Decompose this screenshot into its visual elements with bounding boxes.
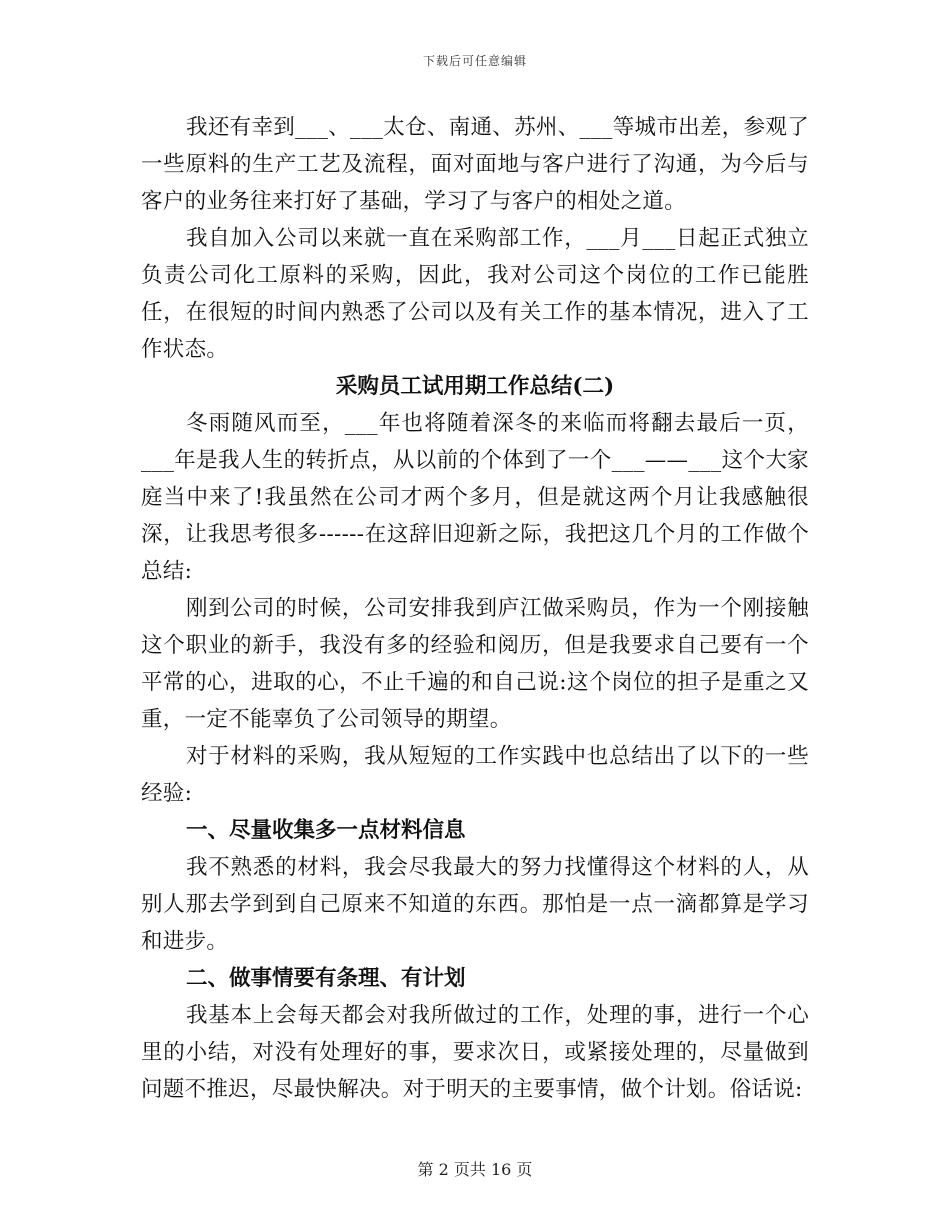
subheading-collect-info: 一、尽量收集多一点材料信息 — [186, 818, 466, 843]
paragraph-organized: 我基本上会每天都会对我所做过的工作，处理的事，进行一个心里的小结，对没有处理好的事，要求次日，或紧接处理的，尽量做到问题不推迟，尽最快解决。对于明天的主要事情，做个计划。俗话说: — [141, 1003, 809, 1102]
page-number: 第 2 页共 16 页 — [417, 1160, 533, 1179]
paragraph-collect-info: 我不熟悉的材料，我会尽我最大的努力找懂得这个材料的人，从别人那去学到到自己原来不知道的东西。那怕是一点一滴都算是学习和进步。 — [141, 855, 809, 954]
paragraph-experience: 对于材料的采购，我从短短的工作实践中也总结出了以下的一些经验: — [141, 744, 809, 806]
page-header-note: 下载后可任意编辑 — [422, 54, 527, 68]
paragraph-first-days: 刚到公司的时候，公司安排我到庐江做采购员，作为一个刚接触这个职业的新手，我没有多的经验和阅历，但是我要求自己要有一个平常的心，进取的心，不止千遍的和自己说:这个岗位的担子是重之又重，一定不能辜负了公司领导的期望。 — [141, 596, 809, 732]
paragraph-intro: 冬雨随风而至，___年也将随着深冬的来临而将翻去最后一页，___年是我人生的转折点，从以前的个体到了一个___——___这个大家庭当中来了!我虽然在公司才两个多月，但是就这两个月让我感触很深，让我思考很多------在这辞旧迎新之际，我把这几个月的工作做个总结: — [141, 411, 809, 584]
paragraph-business-trips: 我还有幸到___、___太仓、南通、苏州、___等城市出差，参观了一些原料的生产工艺及流程，面对面地与客户进行了沟通，为今后与客户的业务往来打好了基础，学习了与客户的相处之道。 — [141, 115, 809, 214]
paragraph-purchasing-role: 我自加入公司以来就一直在采购部工作，___月___日起正式独立负责公司化工原料的采购，因此，我对公司这个岗位的工作已能胜任，在很短的时间内熟悉了公司以及有关工作的基本情况，进入了工作状态。 — [141, 226, 809, 362]
document-body — [141, 109, 809, 1108]
subheading-organized: 二、做事情要有条理、有计划 — [186, 966, 466, 991]
section-title: 采购员工试用期工作总结(二) — [335, 374, 615, 399]
